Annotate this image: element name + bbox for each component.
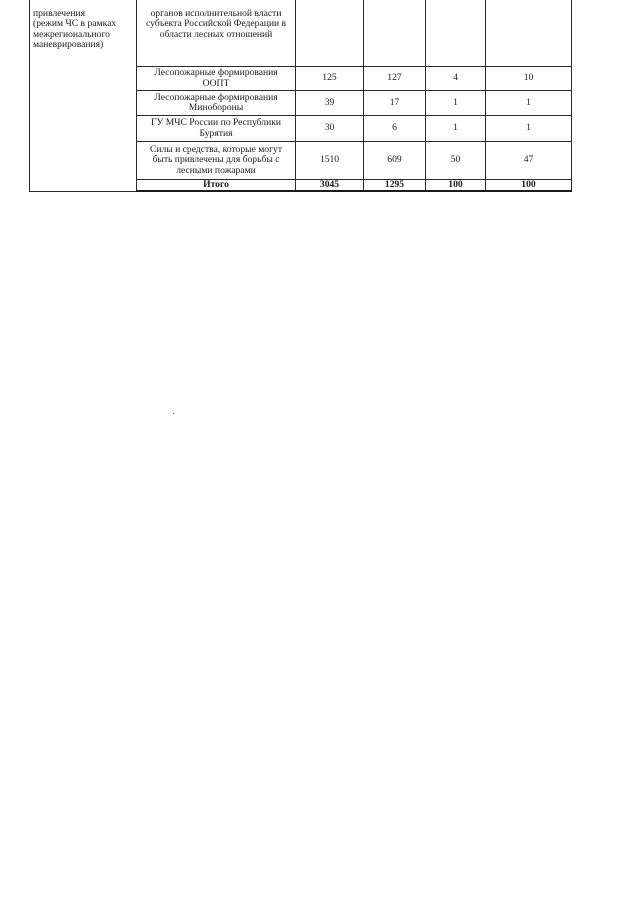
total-value: 1295 [364, 180, 426, 192]
total-value: 3045 [296, 180, 364, 192]
value-cell: 1 [486, 91, 572, 116]
value-cell: 1 [426, 91, 486, 116]
row-name: ГУ МЧС России по Республики Бурятия [150, 117, 282, 139]
row-name-cell [137, 91, 296, 116]
value-cell: 4 [426, 67, 486, 91]
value-cell: 1 [486, 116, 572, 142]
total-value: 100 [486, 180, 572, 192]
value-cell: 39 [296, 91, 364, 116]
scan-speck [173, 413, 174, 414]
row-name-cell [137, 142, 296, 180]
value-cell: 1510 [296, 142, 364, 180]
row-name: органов исполнительной власти субъекта Российской Федерации в области лесных отношений [145, 8, 287, 40]
value-cell: 17 [364, 91, 426, 116]
value-cell: 47 [486, 142, 572, 180]
value-cell [296, 0, 364, 67]
value-cell: 125 [296, 67, 364, 91]
value-cell [364, 0, 426, 67]
row-name-cell [137, 67, 296, 91]
row-name-cell [137, 116, 296, 142]
row-name: Лесопожарные формирования ООПТ [154, 67, 278, 89]
value-cell: 6 [364, 116, 426, 142]
value-cell: 127 [364, 67, 426, 91]
value-cell [486, 0, 572, 67]
value-cell: 50 [426, 142, 486, 180]
group-label: привлечения (режим ЧС в рамках межрегионального маневрирования) [33, 8, 117, 51]
value-cell: 30 [296, 116, 364, 142]
value-cell: 609 [364, 142, 426, 180]
value-cell: 1 [426, 116, 486, 142]
row-name-cell [137, 0, 296, 67]
row-name: Лесопожарные формирования Минобороны [154, 91, 278, 113]
value-cell: 10 [486, 67, 572, 91]
forces-table [29, 0, 572, 192]
table-row [30, 0, 572, 67]
group-cell [30, 0, 137, 191]
total-label: Итого [137, 180, 296, 192]
value-cell [426, 0, 486, 67]
row-name: Силы и средства, которые могут быть привлечены для борьбы с лесными пожарами [149, 143, 283, 176]
total-value: 100 [426, 180, 486, 192]
